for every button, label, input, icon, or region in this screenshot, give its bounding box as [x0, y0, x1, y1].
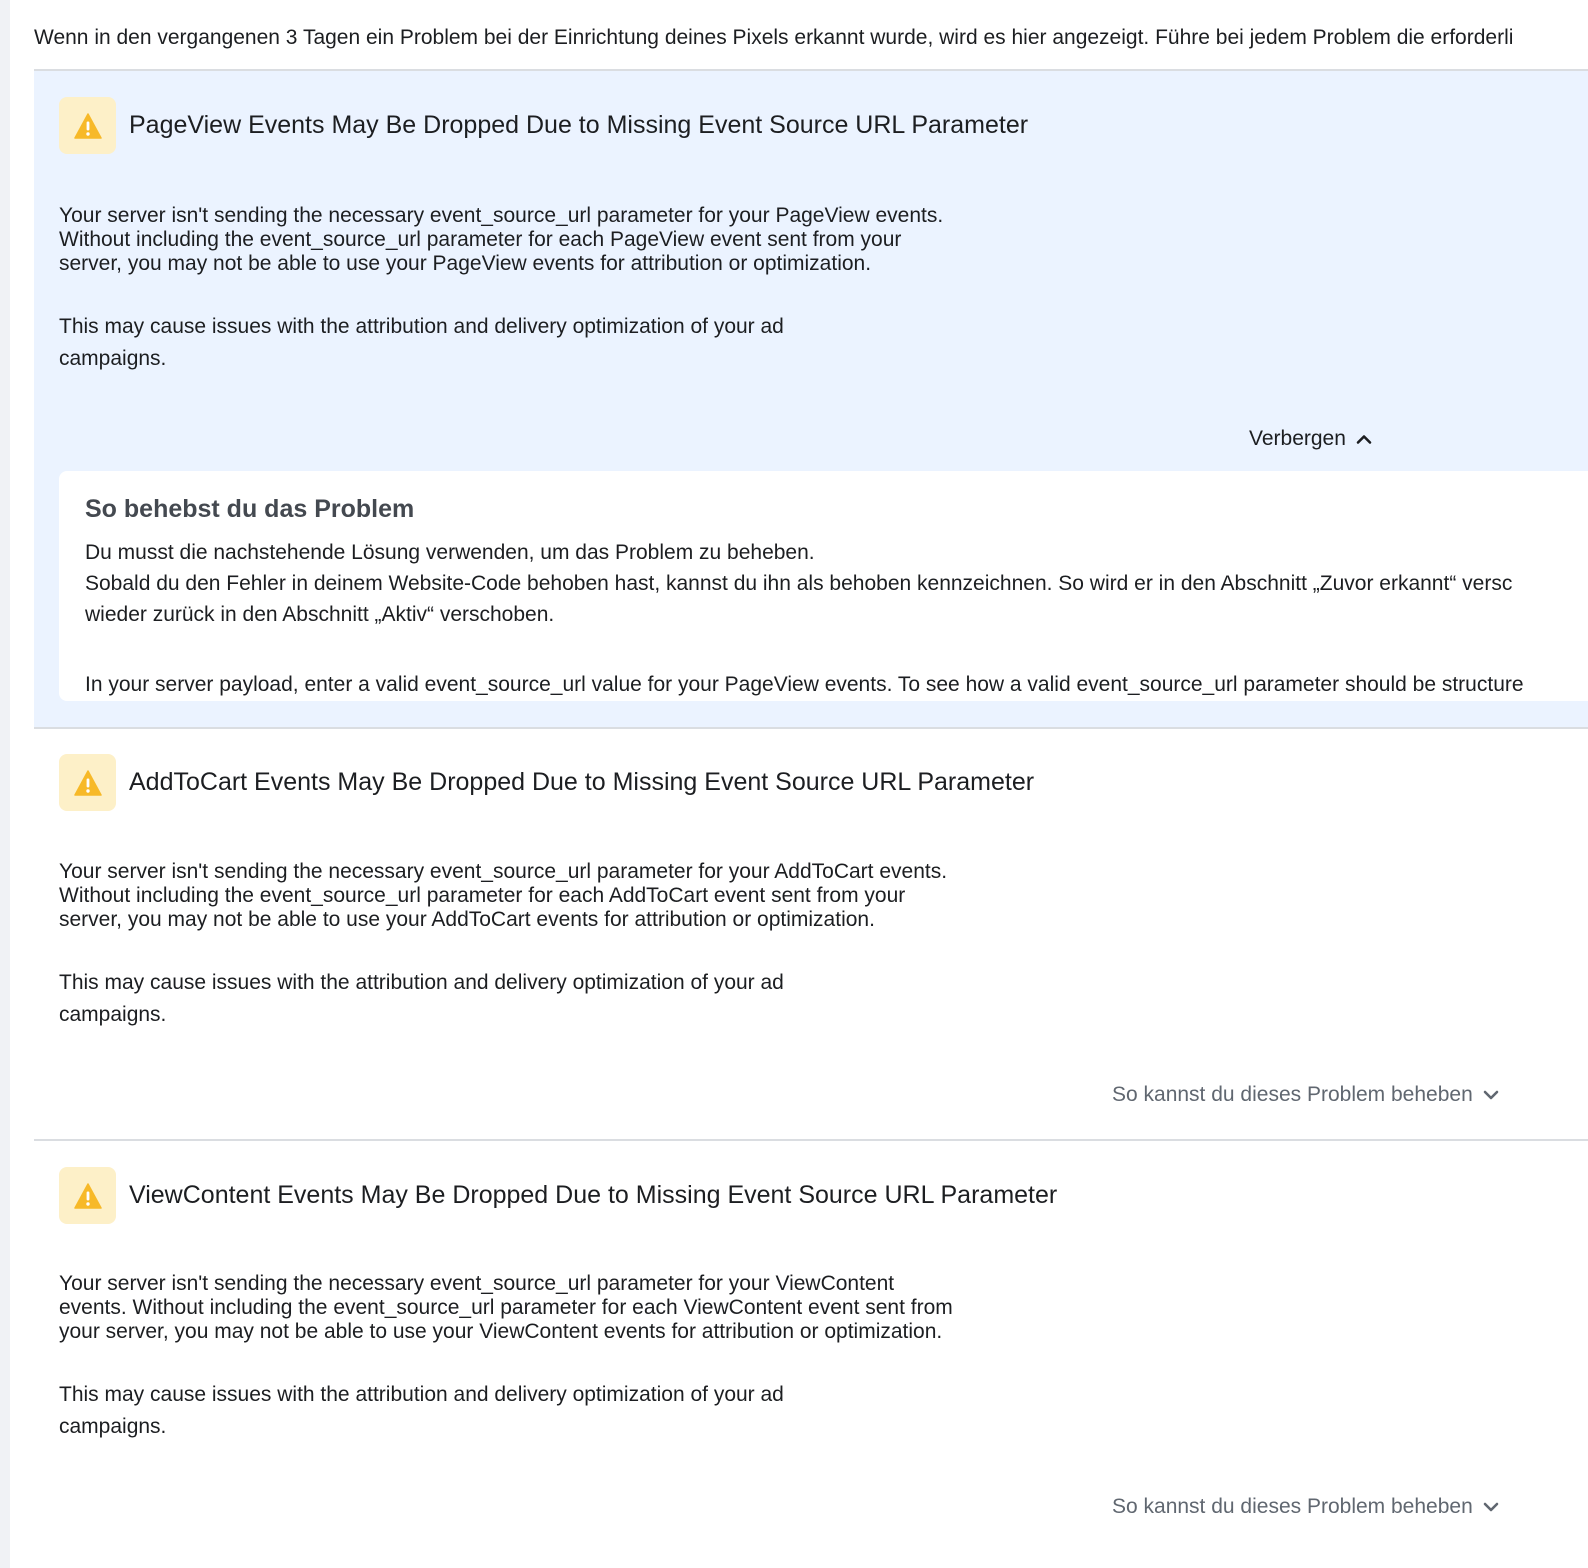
- chevron-up-icon: [1356, 433, 1372, 445]
- solution-instruction: In your server payload, enter a valid event_source_url value for your PageView events. To see how a valid event_source_url parameter should be structure: [85, 673, 1524, 696]
- hide-solution-toggle[interactable]: [1249, 427, 1372, 451]
- solution-text: Du musst die nachstehende Lösung verwenden, um das Problem zu beheben.: [85, 541, 815, 564]
- show-solution-toggle[interactable]: [1112, 1495, 1499, 1519]
- issue-description: Your server isn't sending the necessary event_source_url parameter for your AddToCart events. Without including the event_source_url parameter for each AddToCart event sent from your server, you may not be able to use your AddToCart events for attribution or optimization.: [59, 860, 948, 931]
- issue-description: Your server isn't sending the necessary event_source_url parameter for your PageView events. Without including the event_source_url parameter for each PageView event sent from your server, you may not be able to use your PageView events for attribution or optimization.: [59, 204, 944, 275]
- chevron-down-icon: [1483, 1501, 1499, 1513]
- warning-badge: [59, 97, 116, 154]
- solution-heading: So behebst du das Problem: [85, 495, 415, 523]
- issue-title: AddToCart Events May Be Dropped Due to Missing Event Source URL Parameter: [129, 768, 1035, 796]
- issue-impact: This may cause issues with the attribution and delivery optimization of your ad campaigns.: [59, 971, 784, 1026]
- warning-icon: [74, 113, 102, 139]
- show-solution-toggle[interactable]: [1112, 1083, 1499, 1107]
- issue-title: ViewContent Events May Be Dropped Due to Missing Event Source URL Parameter: [129, 1181, 1058, 1209]
- toggle-label: So kannst du dieses Problem beheben: [1112, 1495, 1473, 1518]
- issue-impact: This may cause issues with the attribution and delivery optimization of your ad campaigns.: [59, 1383, 784, 1438]
- toggle-label: Verbergen: [1249, 427, 1346, 450]
- issue-card-addtocart: [34, 729, 1588, 1139]
- issue-card-pageview: [34, 71, 1588, 727]
- warning-icon: [74, 1183, 102, 1209]
- issue-title: PageView Events May Be Dropped Due to Missing Event Source URL Parameter: [129, 111, 1029, 139]
- intro-text: Wenn in den vergangenen 3 Tagen ein Problem bei der Einrichtung deines Pixels erkannt wurde, wird es hier angezeigt. Führe bei jedem Problem die erforderli: [34, 26, 1514, 49]
- solution-card: [59, 471, 1588, 701]
- warning-badge: [59, 754, 116, 811]
- solution-text: wieder zurück in den Abschnitt „Aktiv“ verschoben.: [85, 603, 555, 626]
- issue-description: Your server isn't sending the necessary event_source_url parameter for your ViewContent events. Without including the event_source_url parameter for each ViewContent event sent from your server, you may not be able to use your ViewContent events for attribution or optimization.: [59, 1272, 953, 1343]
- issue-impact: This may cause issues with the attribution and delivery optimization of your ad campaigns.: [59, 315, 784, 370]
- warning-icon: [74, 770, 102, 796]
- warning-badge: [59, 1167, 116, 1224]
- issue-card-viewcontent: [34, 1141, 1588, 1568]
- chevron-down-icon: [1483, 1089, 1499, 1101]
- pixel-issues-panel: [10, 0, 1588, 1568]
- solution-text: Sobald du den Fehler in deinem Website-Code behoben hast, kannst du ihn als behoben kennzeichnen. So wird er in den Abschnitt „Zuvor erkannt“ versc: [85, 572, 1513, 595]
- toggle-label: So kannst du dieses Problem beheben: [1112, 1083, 1473, 1106]
